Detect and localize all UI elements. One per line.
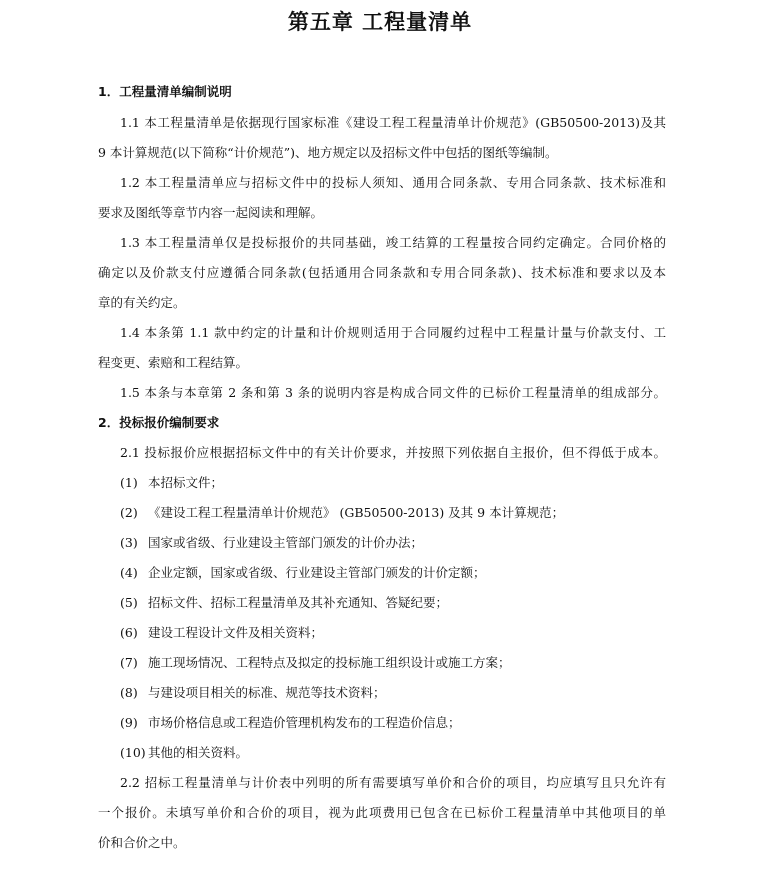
paragraph-1-2-line-2: 要求及图纸等章节内容一起阅读和理解。: [98, 205, 324, 220]
paragraph-1-1-line-2: 9 本计算规范(以下简称“计价规范”)、地方规定以及招标文件中包括的图纸等编制。: [98, 145, 558, 160]
list-item: [120, 595, 666, 611]
list-item: [120, 505, 666, 521]
list-item-text: 招标文件、招标工程量清单及其补充通知、答疑纪要；: [148, 595, 449, 610]
list-item-number: (6): [120, 625, 138, 640]
list-item-text: 国家或省级、行业建设主管部门颁发的计价办法；: [148, 535, 424, 550]
paragraph-1-3-line-1: 1.3 本工程量清单仅是投标报价的共同基础，竣工结算的工程量按合同约定确定。合同价格的: [120, 235, 666, 250]
page-title: 第五章 工程量清单: [287, 10, 473, 34]
list-item: [120, 535, 666, 551]
list-item-text: 建设工程设计文件及相关资料；: [148, 625, 324, 640]
section-heading-2: 2．投标报价编制要求: [98, 415, 220, 430]
list-item-text: 本招标文件；: [148, 475, 224, 490]
list-item-number: (5): [120, 595, 138, 610]
list-item-number: (8): [120, 685, 138, 700]
list-item: [120, 475, 666, 491]
list-item-number: (4): [120, 565, 138, 580]
paragraph-1-1-line-1: 1.1 本工程量清单是依据现行国家标准《建设工程工程量清单计价规范》(GB50500-2013)及其: [120, 115, 666, 130]
paragraph-1-4-line-2: 程变更、索赔和工程结算。: [98, 355, 249, 370]
list-item-number: (9): [120, 715, 138, 730]
list-item: [120, 625, 666, 641]
list-item: [120, 655, 666, 671]
list-item-text: 施工现场情况、工程特点及拟定的投标施工组织设计或施工方案；: [148, 655, 511, 670]
list-item: [120, 715, 666, 731]
list-item-number: (3): [120, 535, 138, 550]
paragraph-1-3-line-2: 确定以及价款支付应遵循合同条款(包括通用合同条款和专用合同条款)、技术标准和要求以及本: [98, 265, 666, 280]
list-item: [120, 565, 666, 581]
list-item-number: (10): [120, 745, 146, 760]
list-item-number: (7): [120, 655, 138, 670]
section-heading-1: 1．工程量清单编制说明: [98, 84, 232, 99]
list-item-text: 《建设工程工程量清单计价规范》 (GB50500-2013) 及其 9 本计算规范；: [148, 505, 565, 520]
paragraph-1-5: 1.5 本条与本章第 2 条和第 3 条的说明内容是构成合同文件的已标价工程量清单的组成部分。: [120, 385, 666, 400]
paragraph-1-4-line-1: 1.4 本条第 1.1 款中约定的计量和计价规则适用于合同履约过程中工程量计量与价款支付、工: [120, 325, 666, 340]
list-item-number: (2): [120, 505, 138, 520]
list-item-text: 其他的相关资料。: [148, 745, 249, 760]
list-item: [120, 745, 666, 761]
paragraph-1-3-line-3: 章的有关约定。: [98, 295, 186, 310]
paragraph-2-2-line-3: 价和合价之中。: [98, 835, 186, 850]
list-item: [120, 685, 666, 701]
paragraph-2-2-line-2: 一个报价。未填写单价和合价的项目，视为此项费用已包含在已标价工程量清单中其他项目的单: [98, 805, 666, 820]
list-item-number: (1): [120, 475, 138, 490]
list-item-text: 与建设项目相关的标准、规范等技术资料；: [148, 685, 386, 700]
paragraph-2-2-line-1: 2.2 招标工程量清单与计价表中列明的所有需要填写单价和合价的项目，均应填写且只允许有: [120, 775, 666, 790]
list-item-text: 企业定额，国家或省级、行业建设主管部门颁发的计价定额；: [148, 565, 486, 580]
paragraph-2-1: 2.1 投标报价应根据招标文件中的有关计价要求，并按照下列依据自主报价，但不得低于成本。: [120, 445, 666, 460]
paragraph-1-2-line-1: 1.2 本工程量清单应与招标文件中的投标人须知、通用合同条款、专用合同条款、技术标准和: [120, 175, 666, 190]
list-item-text: 市场价格信息或工程造价管理机构发布的工程造价信息；: [148, 715, 461, 730]
